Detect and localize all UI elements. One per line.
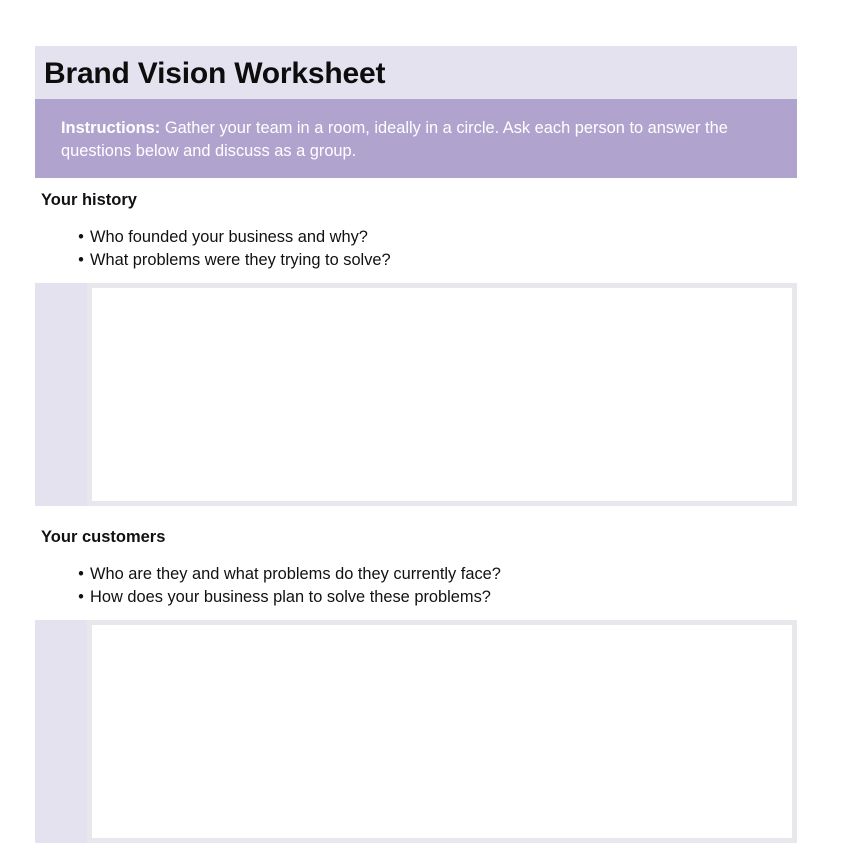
bullet-icon: • <box>78 588 84 606</box>
title-bar <box>35 46 797 99</box>
question-text: Who are they and what problems do they currently face? <box>90 565 501 583</box>
question-item <box>35 586 797 609</box>
section-heading-history: Your history <box>41 191 137 209</box>
answer-area-history[interactable] <box>87 283 797 506</box>
instructions-panel <box>35 99 797 178</box>
question-list-customers <box>35 563 797 609</box>
question-text: Who founded your business and why? <box>90 228 368 246</box>
instructions-text: Gather your team in a room, ideally in a circle. Ask each person to answer the questions below and discuss as a group. <box>61 119 728 160</box>
page-title: Brand Vision Worksheet <box>44 57 386 90</box>
bullet-icon: • <box>78 565 84 583</box>
section-heading-customers: Your customers <box>41 528 166 546</box>
bullet-icon: • <box>78 251 84 269</box>
instructions-label: Instructions: <box>61 119 161 137</box>
question-item <box>35 563 797 586</box>
answer-box-history <box>35 283 797 506</box>
question-text: What problems were they trying to solve? <box>90 251 391 269</box>
worksheet <box>35 46 797 843</box>
answer-area-customers[interactable] <box>87 620 797 843</box>
question-list-history <box>35 226 797 272</box>
question-item <box>35 226 797 249</box>
question-item <box>35 249 797 272</box>
question-text: How does your business plan to solve these problems? <box>90 588 491 606</box>
answer-box-customers <box>35 620 797 843</box>
bullet-icon: • <box>78 228 84 246</box>
